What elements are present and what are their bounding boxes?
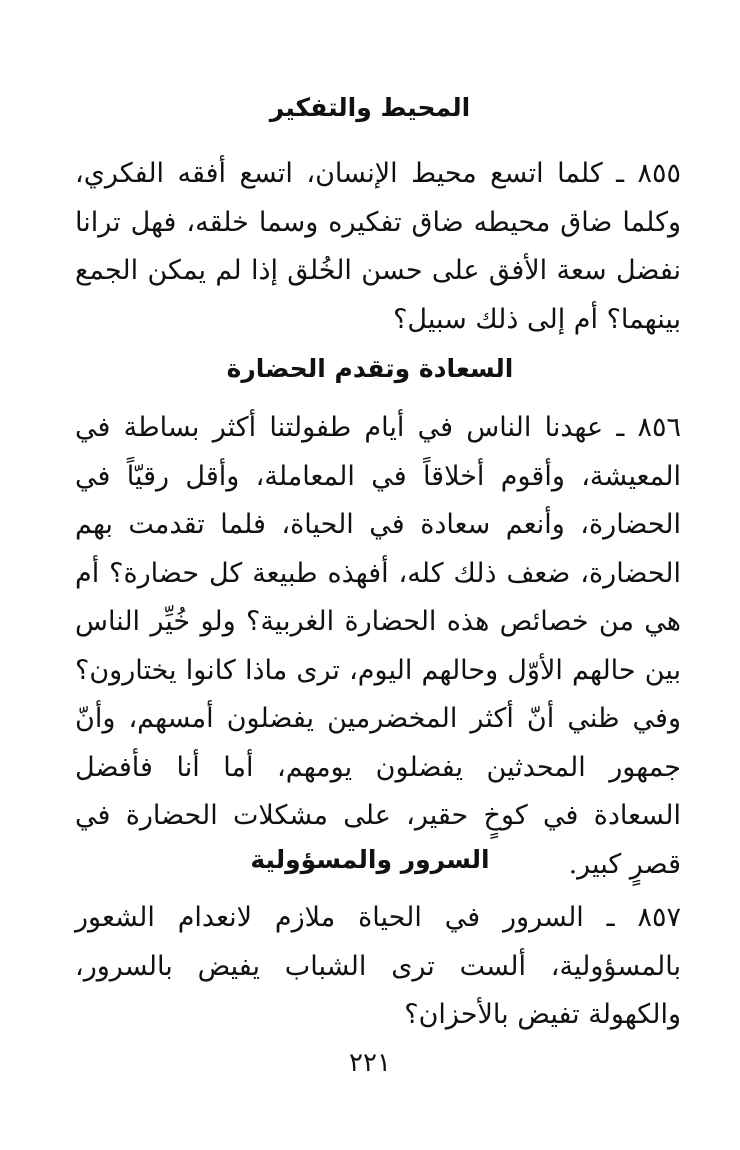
paragraph-855: ٨٥٥ ـ كلما اتسع محيط الإنسان، اتسع أفقه الفكري، وكلما ضاق محيطه ضاق تفكيره وسما خلقه، فهل ترانا نفضل سعة الأفق على حسن الخُلق إذا لم يمكن الجمع بينهما؟ أم إلى ذلك سبيل؟ — [75, 158, 681, 335]
section-title: السرور والمسؤولية — [250, 845, 490, 874]
paragraph-857: ٨٥٧ ـ السرور في الحياة ملازم لانعدام الشعور بالمسؤولية، ألست ترى الشباب يفيض بالسرور، والكهولة تفيض بالأحزان؟ — [75, 902, 681, 1030]
paragraph-856: ٨٥٦ ـ عهدنا الناس في أيام طفولتنا أكثر بساطة في المعيشة، وأقوم أخلاقاً في المعاملة، وأقل رقيّاً في الحضارة، وأنعم سعادة في الحياة، فلما تقدمت بهم الحضارة، ضعف ذلك كله، أفهذه طبيعة كل حضارة؟ أم هي من خصائص هذه الحضارة الغربية؟ ولو خُيِّر الناس بين حالهم الأوّل وحالهم اليوم، ترى ماذا كانوا يختارون؟ وفي ظني أنّ أكثر المخضرمين يفضلون أمسهم، وأنّ جمهور المحدثين يفضلون يومهم، أما أنا فأفضل السعادة في كوخٍ حقير، على مشكلات الحضارة في قصرٍ كبير. — [75, 412, 681, 880]
section-title: المحيط والتفكير — [269, 93, 471, 122]
page-number: ٢٢١ — [349, 1048, 391, 1078]
section-title: السعادة وتقدم الحضارة — [226, 354, 514, 383]
